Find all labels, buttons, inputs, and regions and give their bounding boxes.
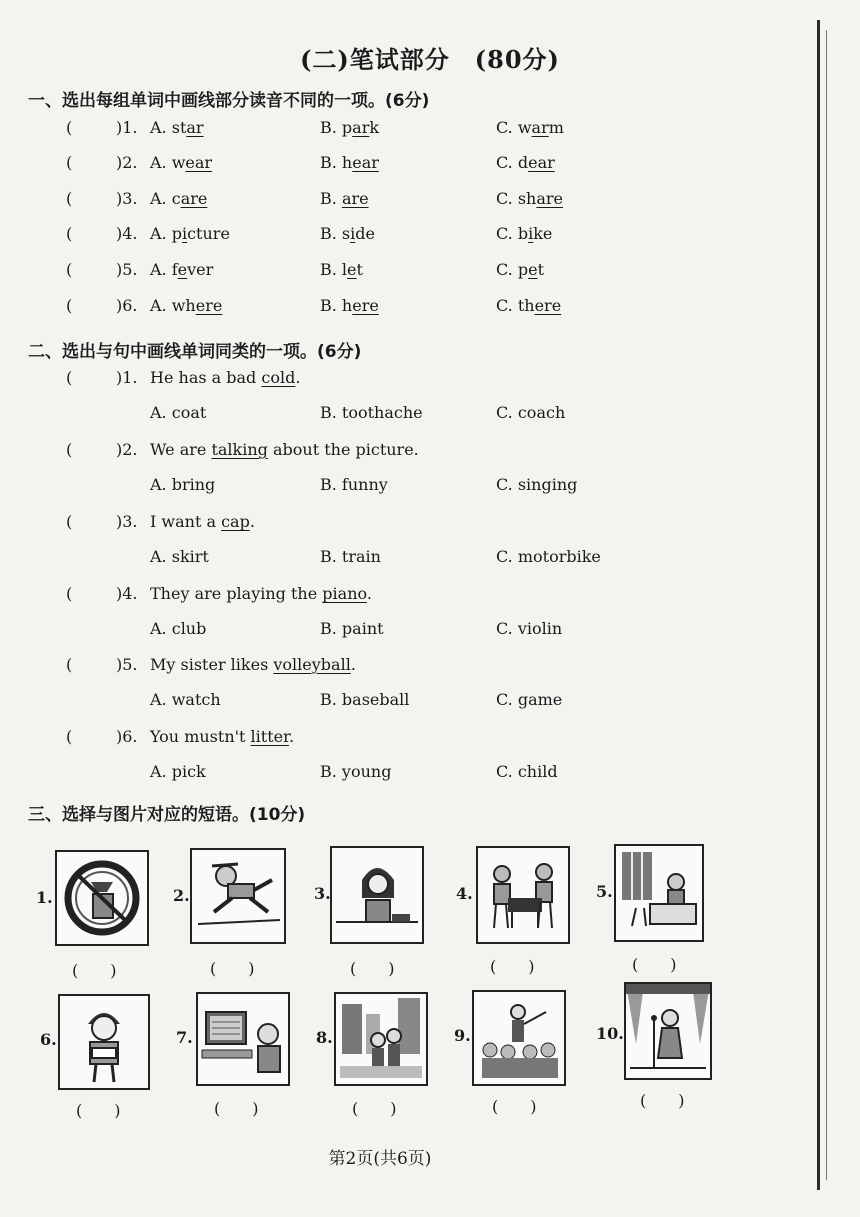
option-c — [496, 153, 555, 172]
option-c: C. singing — [496, 475, 578, 494]
answer-paren[interactable]: ( — [66, 260, 73, 279]
question-row — [0, 224, 820, 250]
option-a — [150, 153, 212, 172]
option-text: cture — [187, 224, 230, 243]
option-c: C. child — [496, 762, 558, 781]
picture-number: 9. — [454, 1026, 471, 1045]
option-text: B. l — [320, 260, 348, 279]
sentence-text: You mustn't — [150, 727, 251, 746]
question-row — [0, 118, 820, 144]
picture-frame — [614, 844, 704, 942]
picture-number: 8. — [316, 1028, 333, 1047]
options-row — [0, 403, 820, 429]
options-row — [0, 690, 820, 716]
underlined-word: piano — [322, 584, 367, 603]
page-edge-line-thin — [826, 30, 827, 1180]
answer-paren[interactable]: ( — [66, 189, 73, 208]
option-text: C. w — [496, 118, 532, 137]
sentence-text: . — [350, 655, 356, 674]
children-playing-instruments-icon — [478, 848, 568, 942]
option-c: C. coach — [496, 403, 566, 422]
underlined-part: ear — [528, 153, 555, 172]
option-a — [150, 260, 213, 279]
underlined-part: e — [177, 260, 188, 279]
option-a — [150, 189, 207, 208]
underlined-part: ar — [352, 118, 370, 137]
picture-frame — [476, 846, 570, 944]
boy-jumping-icon — [192, 850, 284, 942]
answer-paren[interactable]: ( — [66, 368, 73, 387]
option-c — [496, 224, 552, 243]
underlined-word: volleyball — [273, 655, 351, 674]
option-c — [496, 118, 564, 137]
underlined-part: are — [536, 189, 564, 208]
page-title: (二)笔试部分 (80分) — [300, 45, 560, 74]
option-text: B. p — [320, 118, 353, 137]
answer-paren[interactable]: ( ) — [352, 1099, 397, 1118]
option-c: C. motorbike — [496, 547, 601, 566]
option-text: B. — [320, 189, 342, 208]
question-number: )4. — [116, 584, 138, 603]
underlined-part: e — [528, 260, 538, 279]
option-text: A. p — [150, 224, 182, 243]
picture-frame — [624, 982, 712, 1080]
sentence-text: . — [295, 368, 301, 387]
option-b: B. paint — [320, 619, 384, 638]
option-a — [150, 118, 204, 137]
sentence-text: . — [288, 727, 295, 746]
underlined-part: i — [181, 224, 188, 243]
question-row — [0, 727, 820, 753]
option-text: t — [356, 260, 363, 279]
picture-frame — [190, 848, 286, 944]
question-number: )5. — [116, 655, 138, 674]
option-text: A. w — [150, 153, 186, 172]
option-b — [320, 224, 375, 243]
option-a: A. bring — [150, 475, 216, 494]
option-text: C. th — [496, 296, 535, 315]
option-c: C. game — [496, 690, 563, 709]
underlined-part: e — [347, 260, 357, 279]
question-row — [0, 260, 820, 286]
option-a: A. skirt — [150, 547, 209, 566]
question-row — [0, 512, 820, 538]
option-text: B. s — [320, 224, 351, 243]
sentence-text: about the picture. — [267, 440, 419, 459]
picture-number: 1. — [36, 888, 53, 907]
question-number: )4. — [116, 224, 138, 243]
question-sentence — [150, 655, 356, 674]
sentence-text: We are — [150, 440, 212, 459]
option-c — [496, 189, 563, 208]
people-in-city-icon — [336, 994, 426, 1084]
option-c: C. violin — [496, 619, 563, 638]
picture-number: 4. — [456, 884, 473, 903]
underlined-part: i — [528, 224, 534, 243]
option-text: ver — [187, 260, 214, 279]
sentence-text: . — [249, 512, 255, 531]
answer-paren[interactable]: ( ) — [492, 1097, 537, 1116]
option-b: B. train — [320, 547, 381, 566]
option-text: B. h — [320, 296, 353, 315]
picture-frame — [472, 990, 566, 1086]
answer-paren[interactable]: ( — [66, 655, 73, 674]
question-sentence — [150, 368, 300, 387]
option-a: A. watch — [150, 690, 221, 709]
picture-frame — [330, 846, 424, 944]
option-c — [496, 296, 561, 315]
question-row — [0, 440, 820, 466]
question-sentence — [150, 584, 372, 603]
answer-paren[interactable]: ( ) — [76, 1101, 121, 1120]
girl-thinking-icon — [332, 848, 422, 942]
option-text: k — [369, 118, 380, 137]
option-a — [150, 296, 222, 315]
question-number: )6. — [116, 727, 138, 746]
option-a: A. pick — [150, 762, 206, 781]
sentence-text: . — [366, 584, 372, 603]
picture-frame — [196, 992, 290, 1086]
conductor-with-band-icon — [474, 992, 564, 1084]
question-row — [0, 189, 820, 215]
question-row — [0, 584, 820, 610]
section2-heading: 二、选出与句中画线单词同类的一项。(6分) — [28, 342, 362, 362]
answer-paren[interactable]: ( ) — [490, 957, 535, 976]
picture-number: 10. — [596, 1024, 624, 1043]
answer-paren[interactable]: ( — [66, 118, 73, 137]
question-sentence — [150, 512, 255, 531]
question-number: )1. — [116, 118, 138, 137]
options-row — [0, 619, 820, 645]
answer-paren[interactable]: ( — [66, 224, 73, 243]
answer-paren[interactable]: ( ) — [214, 1099, 259, 1118]
sentence-text: He has a bad — [150, 368, 262, 387]
question-sentence — [150, 440, 419, 459]
section1-heading: 一、选出每组单词中画线部分读音不同的一项。(6分) — [28, 91, 430, 111]
question-sentence — [150, 727, 294, 746]
option-text: A. st — [150, 118, 187, 137]
option-text: A. f — [150, 260, 178, 279]
option-b: B. young — [320, 762, 392, 781]
question-number: )6. — [116, 296, 138, 315]
option-a: A. club — [150, 619, 207, 638]
question-row — [0, 655, 820, 681]
underlined-word: talking — [211, 440, 268, 459]
answer-paren[interactable]: ( ) — [210, 959, 255, 978]
option-text: ke — [533, 224, 553, 243]
underlined-part: ere — [195, 296, 223, 315]
answer-paren[interactable]: ( ) — [350, 959, 395, 978]
picture-frame — [55, 850, 149, 946]
underlined-part: are — [180, 189, 208, 208]
option-b — [320, 260, 363, 279]
picture-number: 3. — [314, 884, 331, 903]
underlined-part: ar — [186, 118, 204, 137]
option-b: B. toothache — [320, 403, 423, 422]
option-text: A. wh — [150, 296, 196, 315]
person-at-desk-icon — [616, 846, 702, 940]
underlined-part: ear — [185, 153, 213, 172]
answer-paren[interactable]: ( ) — [640, 1091, 685, 1110]
picture-frame — [58, 994, 150, 1090]
underlined-part: ere — [352, 296, 379, 315]
option-text: C. p — [496, 260, 529, 279]
singer-on-stage-icon — [626, 984, 710, 1078]
underlined-part: ar — [531, 118, 549, 137]
option-text: C. d — [496, 153, 529, 172]
answer-paren[interactable]: ( — [66, 153, 73, 172]
option-c — [496, 260, 544, 279]
question-number: )3. — [116, 189, 138, 208]
picture-number: 7. — [176, 1028, 193, 1047]
option-text: m — [548, 118, 564, 137]
picture-number: 6. — [40, 1030, 57, 1049]
option-text: C. b — [496, 224, 529, 243]
answer-paren[interactable]: ( ) — [72, 961, 117, 980]
sentence-text: They are playing the — [150, 584, 323, 603]
underlined-part: ear — [352, 153, 379, 172]
option-b: B. funny — [320, 475, 388, 494]
picture-number: 5. — [596, 882, 613, 901]
options-row — [0, 762, 820, 788]
sentence-text: I want a — [150, 512, 222, 531]
underlined-word: cold — [261, 368, 296, 387]
answer-paren[interactable]: ( — [66, 296, 73, 315]
no-littering-sign-icon — [57, 852, 147, 944]
boy-at-computer-icon — [198, 994, 288, 1084]
picture-number: 2. — [173, 886, 190, 905]
question-number: )1. — [116, 368, 138, 387]
option-text: de — [355, 224, 375, 243]
answer-paren[interactable]: ( — [66, 440, 73, 459]
options-row — [0, 475, 820, 501]
option-text: B. h — [320, 153, 353, 172]
answer-paren[interactable]: ( — [66, 512, 73, 531]
question-number: )3. — [116, 512, 138, 531]
question-number: )2. — [116, 440, 138, 459]
option-b — [320, 189, 369, 208]
option-a: A. coat — [150, 403, 207, 422]
answer-paren[interactable]: ( — [66, 727, 73, 746]
option-b — [320, 153, 379, 172]
option-b — [320, 296, 379, 315]
picture-frame — [334, 992, 428, 1086]
section3-heading: 三、选择与图片对应的短语。(10分) — [28, 805, 306, 825]
underlined-part: are — [341, 189, 369, 208]
sentence-text: My sister likes — [150, 655, 274, 674]
question-number: )5. — [116, 260, 138, 279]
answer-paren[interactable]: ( ) — [632, 955, 677, 974]
option-b — [320, 118, 379, 137]
underlined-word: cap — [221, 512, 250, 531]
question-row — [0, 296, 820, 322]
question-number: )2. — [116, 153, 138, 172]
question-row — [0, 368, 820, 394]
option-text: A. c — [150, 189, 181, 208]
underlined-part: i — [350, 224, 356, 243]
page-footer: 第2页(共6页) — [328, 1149, 432, 1169]
options-row — [0, 547, 820, 573]
underlined-part: ere — [534, 296, 562, 315]
option-a — [150, 224, 230, 243]
underlined-word: litter — [250, 727, 289, 746]
answer-paren[interactable]: ( — [66, 584, 73, 603]
question-row — [0, 153, 820, 179]
option-text: C. sh — [496, 189, 537, 208]
option-b: B. baseball — [320, 690, 410, 709]
option-text: t — [537, 260, 544, 279]
boy-reading-icon — [60, 996, 148, 1088]
